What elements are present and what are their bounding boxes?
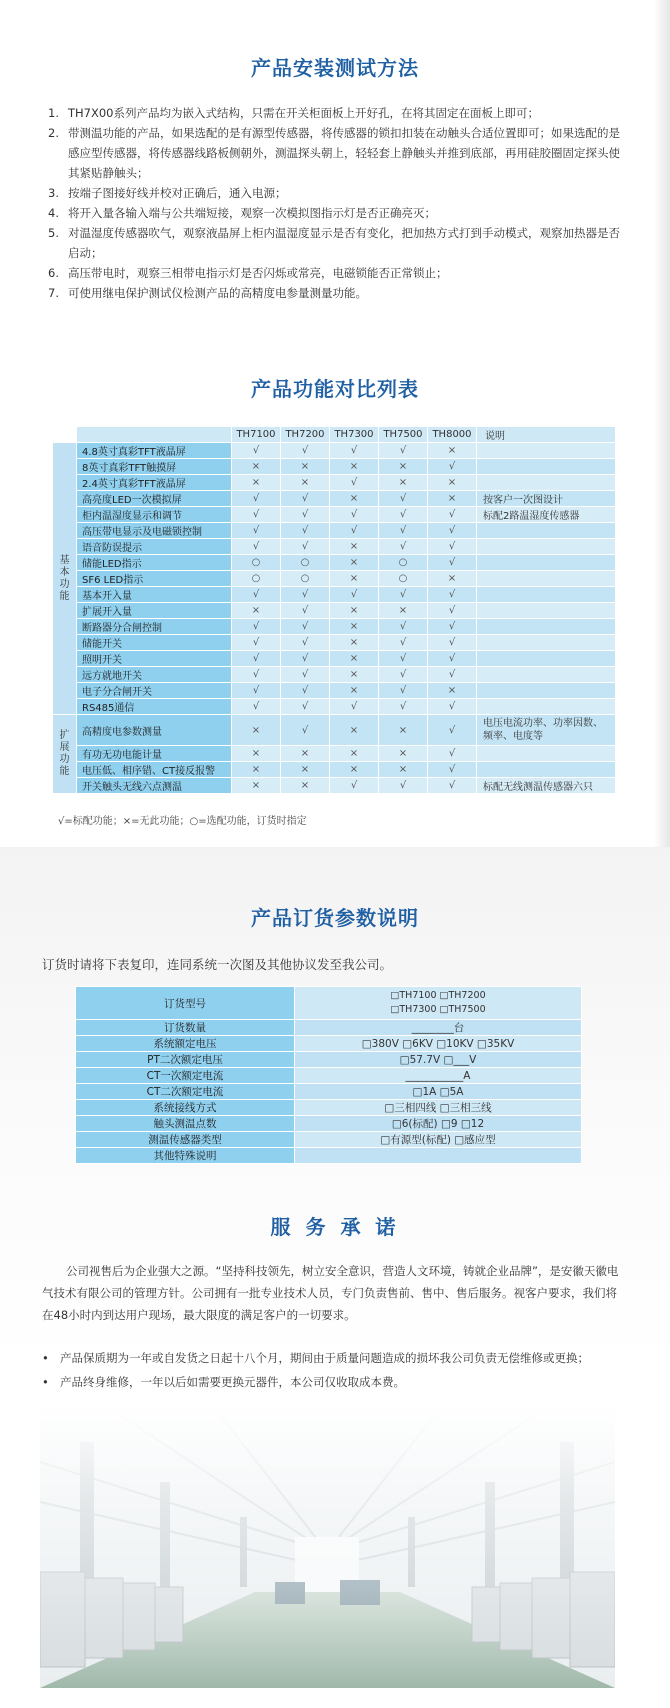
- compare-row: [53, 603, 616, 619]
- support-mark: ×: [281, 762, 330, 778]
- feature-note: [477, 651, 616, 667]
- order-param-value: [295, 1148, 582, 1164]
- compare-row: [53, 539, 616, 555]
- feature-note: [477, 587, 616, 603]
- order-row: [76, 1020, 582, 1036]
- feature-note: [477, 475, 616, 491]
- order-row: [76, 1052, 582, 1068]
- order-title: 产品订货参数说明: [251, 906, 419, 930]
- support-mark: ×: [379, 715, 428, 746]
- support-mark: √: [281, 683, 330, 699]
- support-mark: √: [281, 603, 330, 619]
- install-step: [48, 223, 623, 263]
- support-mark: √: [379, 778, 428, 794]
- support-mark: √: [281, 635, 330, 651]
- order-param-label: 系统接线方式: [76, 1100, 295, 1116]
- compare-row: [53, 667, 616, 683]
- support-mark: √: [428, 699, 477, 715]
- bullet-text: 产品保质期为一年或自发货之日起十八个月，期间由于质量问题造成的损坏我公司负责无偿维修或更换；: [60, 1351, 589, 1365]
- install-step: [48, 203, 623, 223]
- support-mark: ×: [330, 491, 379, 507]
- compare-row: [53, 571, 616, 587]
- support-mark: ×: [330, 539, 379, 555]
- support-mark: √: [232, 667, 281, 683]
- order-param-label: 系统额定电压: [76, 1036, 295, 1052]
- feature-note: 标配2路温湿度传感器: [477, 507, 616, 523]
- order-param-label: 其他特殊说明: [76, 1148, 295, 1164]
- compare-header-row: [53, 427, 616, 443]
- support-mark: ×: [330, 715, 379, 746]
- compare-row: [53, 507, 616, 523]
- support-mark: ○: [281, 571, 330, 587]
- support-mark: √: [232, 523, 281, 539]
- feature-name: SF6 LED指示: [77, 571, 232, 587]
- order-params-table: [75, 986, 582, 1164]
- feature-name: 高亮度LED一次模拟屏: [77, 491, 232, 507]
- feature-note: [477, 635, 616, 651]
- support-mark: √: [379, 699, 428, 715]
- support-mark: √: [428, 746, 477, 762]
- order-param-value: □1A □5A: [295, 1084, 582, 1100]
- support-mark: ○: [281, 555, 330, 571]
- feature-note: [477, 555, 616, 571]
- compare-row: [53, 683, 616, 699]
- feature-name: 远方就地开关: [77, 667, 232, 683]
- support-mark: ×: [232, 603, 281, 619]
- support-mark: ×: [428, 443, 477, 459]
- support-mark: ×: [379, 475, 428, 491]
- support-mark: √: [428, 603, 477, 619]
- support-mark: √: [330, 443, 379, 459]
- compare-row: [53, 778, 616, 794]
- order-param-label: 测温传感器类型: [76, 1132, 295, 1148]
- support-mark: ×: [379, 746, 428, 762]
- feature-note: 按客户一次图设计: [477, 491, 616, 507]
- support-mark: √: [330, 699, 379, 715]
- support-mark: ×: [330, 459, 379, 475]
- support-mark: ×: [281, 746, 330, 762]
- order-param-label: CT二次额定电流: [76, 1084, 295, 1100]
- step-text: 将开入量各输入端与公共端短接，观察一次模拟图指示灯是否正确亮灭；: [68, 206, 436, 220]
- install-step: [48, 183, 623, 203]
- support-mark: ×: [232, 459, 281, 475]
- compare-row: [53, 715, 616, 746]
- feature-name: 开关触头无线六点测温: [77, 778, 232, 794]
- support-mark: √: [232, 491, 281, 507]
- feature-note: [477, 571, 616, 587]
- support-mark: √: [232, 683, 281, 699]
- compare-row: [53, 443, 616, 459]
- model-header: TH7500: [379, 427, 428, 443]
- feature-name: 断路器分合闸控制: [77, 619, 232, 635]
- support-mark: ×: [428, 475, 477, 491]
- compare-title: 产品功能对比列表: [251, 377, 419, 401]
- order-param-label: PT二次额定电压: [76, 1052, 295, 1068]
- support-mark: √: [232, 619, 281, 635]
- feature-name: 有功无功电能计量: [77, 746, 232, 762]
- support-mark: √: [428, 762, 477, 778]
- feature-note: [477, 762, 616, 778]
- feature-note: 标配无线测温传感器六只: [477, 778, 616, 794]
- step-text: TH7X00系列产品均为嵌入式结构，只需在开关柜面板上开好孔，在将其固定在面板上即可；: [68, 106, 539, 120]
- feature-note: [477, 667, 616, 683]
- feature-note: [477, 443, 616, 459]
- model-header: TH7100: [232, 427, 281, 443]
- feature-note: [477, 619, 616, 635]
- support-mark: √: [281, 715, 330, 746]
- feature-name: 语音防误提示: [77, 539, 232, 555]
- support-mark: ×: [281, 475, 330, 491]
- support-mark: √: [379, 635, 428, 651]
- feature-note: [477, 539, 616, 555]
- order-row: [76, 1100, 582, 1116]
- support-mark: ×: [330, 651, 379, 667]
- compare-row: [53, 555, 616, 571]
- order-row: [76, 1068, 582, 1084]
- option-line: □TH7300 □TH7500: [390, 1004, 486, 1015]
- compare-row: [53, 651, 616, 667]
- support-mark: √: [379, 507, 428, 523]
- order-row: [76, 1036, 582, 1052]
- support-mark: √: [281, 491, 330, 507]
- order-param-label: 订货型号: [76, 987, 295, 1020]
- support-mark: √: [330, 778, 379, 794]
- support-mark: ×: [428, 491, 477, 507]
- compare-row: [53, 699, 616, 715]
- factory-photo: [40, 1402, 615, 1688]
- order-param-value: □有源型(标配) □感应型: [295, 1132, 582, 1148]
- factory-illustration: [40, 1402, 615, 1688]
- support-mark: √: [428, 507, 477, 523]
- step-number: 1.: [48, 106, 59, 120]
- support-mark: √: [428, 651, 477, 667]
- support-mark: ×: [330, 746, 379, 762]
- feature-note: [477, 459, 616, 475]
- support-mark: √: [232, 539, 281, 555]
- feature-note: [477, 699, 616, 715]
- support-mark: √: [379, 539, 428, 555]
- compare-row: [53, 587, 616, 603]
- order-intro: 订货时请将下表复印，连同系统一次图及其他协议发至我公司。: [42, 957, 393, 972]
- compare-row: [53, 619, 616, 635]
- support-mark: √: [379, 651, 428, 667]
- feature-note: [477, 603, 616, 619]
- support-mark: √: [281, 507, 330, 523]
- support-mark: √: [379, 443, 428, 459]
- support-mark: ×: [428, 683, 477, 699]
- support-mark: ×: [428, 571, 477, 587]
- order-param-options: [295, 987, 582, 1020]
- install-step: [48, 283, 623, 303]
- support-mark: √: [428, 778, 477, 794]
- support-mark: √: [281, 587, 330, 603]
- step-text: 可使用继电保护测试仪检测产品的高精度电参量测量功能。: [68, 286, 367, 300]
- order-param-value: □6(标配) □9 □12: [295, 1116, 582, 1132]
- feature-note: [477, 746, 616, 762]
- support-mark: √: [232, 443, 281, 459]
- order-param-value: □57.7V □___V: [295, 1052, 582, 1068]
- support-mark: ×: [232, 762, 281, 778]
- step-text: 对温湿度传感器吹气，观察液晶屏上柜内温湿度显示是否有变化，把加热方式打到手动模式，观察加热器是否启动；: [68, 226, 620, 260]
- support-mark: √: [281, 699, 330, 715]
- install-step: [48, 263, 623, 283]
- support-mark: √: [232, 507, 281, 523]
- support-mark: √: [379, 587, 428, 603]
- support-mark: √: [428, 635, 477, 651]
- feature-name: 储能LED指示: [77, 555, 232, 571]
- page-edge-shadow: [654, 0, 670, 847]
- service-bullet: [42, 1370, 632, 1394]
- function-compare-table: [52, 426, 616, 794]
- support-mark: ○: [379, 555, 428, 571]
- bullet-dot-icon: •: [42, 1351, 49, 1365]
- support-mark: √: [379, 491, 428, 507]
- service-bullets: [42, 1346, 632, 1394]
- feature-name: 电子分合闸开关: [77, 683, 232, 699]
- step-text: 高压带电时，观察三相带电指示灯是否闪烁或常亮，电磁锁能否正常锁止；: [68, 266, 448, 280]
- support-mark: √: [281, 651, 330, 667]
- order-param-label: 触头测温点数: [76, 1116, 295, 1132]
- feature-note: 电压电流功率、功率因数、频率、电度等: [477, 715, 616, 746]
- bullet-dot-icon: •: [42, 1375, 49, 1389]
- step-number: 6.: [48, 266, 59, 280]
- service-paragraph: 公司视售后为企业强大之源。“坚持科技领先，树立安全意识，营造人文环境，铸就企业品牌”，是安徽天徽电气技术有限公司的管理方针。公司拥有一批专业技术人员，专门负责售前、售中、售后服务。视客户要求，我们将在48小时内到达用户现场，最大限度的满足客户的一切要求。: [42, 1264, 619, 1322]
- support-mark: ×: [379, 459, 428, 475]
- support-mark: √: [281, 523, 330, 539]
- support-mark: √: [330, 475, 379, 491]
- step-number: 7.: [48, 286, 59, 300]
- compare-row: [53, 762, 616, 778]
- feature-name: 储能开关: [77, 635, 232, 651]
- support-mark: √: [281, 443, 330, 459]
- support-mark: √: [428, 619, 477, 635]
- feature-name: 高精度电参数测量: [77, 715, 232, 746]
- support-mark: ×: [330, 603, 379, 619]
- support-mark: ×: [330, 762, 379, 778]
- model-header: TH7200: [281, 427, 330, 443]
- compare-row: [53, 523, 616, 539]
- feature-name: 高压带电显示及电磁锁控制: [77, 523, 232, 539]
- feature-name: 基本开入量: [77, 587, 232, 603]
- step-text: 按端子图接好线并校对正确后，通入电源；: [68, 186, 287, 200]
- feature-name: 柜内温湿度显示和调节: [77, 507, 232, 523]
- order-param-value: □三相四线 □三相三线: [295, 1100, 582, 1116]
- step-number: 2.: [48, 126, 59, 140]
- support-mark: ○: [232, 571, 281, 587]
- support-mark: ×: [379, 762, 428, 778]
- support-mark: ×: [281, 778, 330, 794]
- support-mark: ○: [379, 571, 428, 587]
- install-step: [48, 123, 623, 183]
- support-mark: ×: [330, 635, 379, 651]
- order-param-label: 订货数量: [76, 1020, 295, 1036]
- group-label-ext: 扩 展 功 能: [53, 715, 77, 794]
- step-number: 5.: [48, 226, 59, 240]
- option-line: □TH7100 □TH7200: [390, 990, 486, 1001]
- support-mark: √: [330, 523, 379, 539]
- support-mark: ×: [232, 715, 281, 746]
- support-mark: ×: [232, 475, 281, 491]
- order-row: [76, 1132, 582, 1148]
- support-mark: √: [428, 523, 477, 539]
- feature-name: 8英寸真彩TFT触摸屏: [77, 459, 232, 475]
- install-step: [48, 103, 623, 123]
- feature-name: 照明开关: [77, 651, 232, 667]
- order-param-value: □380V □6KV □10KV □35KV: [295, 1036, 582, 1052]
- support-mark: ×: [330, 555, 379, 571]
- feature-name: RS485通信: [77, 699, 232, 715]
- order-row: [76, 987, 582, 1020]
- compare-row: [53, 746, 616, 762]
- feature-name: 电压低、相序错、CT接反报警: [77, 762, 232, 778]
- support-mark: ×: [330, 667, 379, 683]
- step-number: 4.: [48, 206, 59, 220]
- support-mark: √: [232, 651, 281, 667]
- compare-row: [53, 459, 616, 475]
- service-title: 服 务 承 诺: [270, 1215, 400, 1239]
- order-param-value: ________台: [295, 1020, 582, 1036]
- support-mark: √: [428, 715, 477, 746]
- order-row: [76, 1116, 582, 1132]
- compare-legend: √=标配功能；×=无此功能；○=选配功能，订货时指定: [58, 816, 307, 827]
- order-param-value: ___________A: [295, 1068, 582, 1084]
- support-mark: √: [281, 667, 330, 683]
- support-mark: √: [232, 699, 281, 715]
- support-mark: √: [379, 667, 428, 683]
- compare-row: [53, 475, 616, 491]
- support-mark: ○: [232, 555, 281, 571]
- model-header: TH7300: [330, 427, 379, 443]
- compare-row: [53, 491, 616, 507]
- feature-name: 4.8英寸真彩TFT液晶屏: [77, 443, 232, 459]
- support-mark: ×: [330, 571, 379, 587]
- support-mark: √: [428, 459, 477, 475]
- service-bullet: [42, 1346, 632, 1370]
- feature-note: [477, 683, 616, 699]
- feature-name: 扩展开入量: [77, 603, 232, 619]
- support-mark: √: [428, 555, 477, 571]
- support-mark: √: [330, 507, 379, 523]
- support-mark: √: [428, 667, 477, 683]
- support-mark: √: [232, 635, 281, 651]
- support-mark: √: [428, 539, 477, 555]
- order-param-label: CT一次额定电流: [76, 1068, 295, 1084]
- order-row: [76, 1148, 582, 1164]
- step-text: 带测温功能的产品，如果选配的是有源型传感器，将传感器的锁扣扣装在动触头合适位置即可；如果选配的是感应型传感器，将传感器线路板侧朝外，测温探头朝上，轻轻套上静触头并推到底部，再用硅胶圈固定探头使其紧贴静触头；: [68, 126, 620, 180]
- bullet-text: 产品终身维修，一年以后如需要更换元器件，本公司仅收取成本费。: [60, 1375, 405, 1389]
- support-mark: ×: [330, 619, 379, 635]
- support-mark: ×: [379, 603, 428, 619]
- feature-name: 2.4英寸真彩TFT液晶屏: [77, 475, 232, 491]
- support-mark: √: [281, 539, 330, 555]
- support-mark: √: [232, 587, 281, 603]
- support-mark: ×: [281, 459, 330, 475]
- support-mark: √: [330, 587, 379, 603]
- support-mark: ×: [330, 683, 379, 699]
- feature-note: [477, 523, 616, 539]
- support-mark: √: [379, 683, 428, 699]
- model-header: TH8000: [428, 427, 477, 443]
- install-steps-list: [48, 103, 623, 303]
- support-mark: √: [428, 587, 477, 603]
- order-row: [76, 1084, 582, 1100]
- install-title: 产品安装测试方法: [251, 56, 419, 80]
- group-label-basic: 基 本 功 能: [53, 443, 77, 715]
- support-mark: ×: [232, 778, 281, 794]
- note-header: 说明: [477, 427, 616, 443]
- support-mark: √: [379, 523, 428, 539]
- support-mark: ×: [232, 746, 281, 762]
- compare-row: [53, 635, 616, 651]
- step-number: 3.: [48, 186, 59, 200]
- support-mark: √: [281, 619, 330, 635]
- support-mark: √: [379, 619, 428, 635]
